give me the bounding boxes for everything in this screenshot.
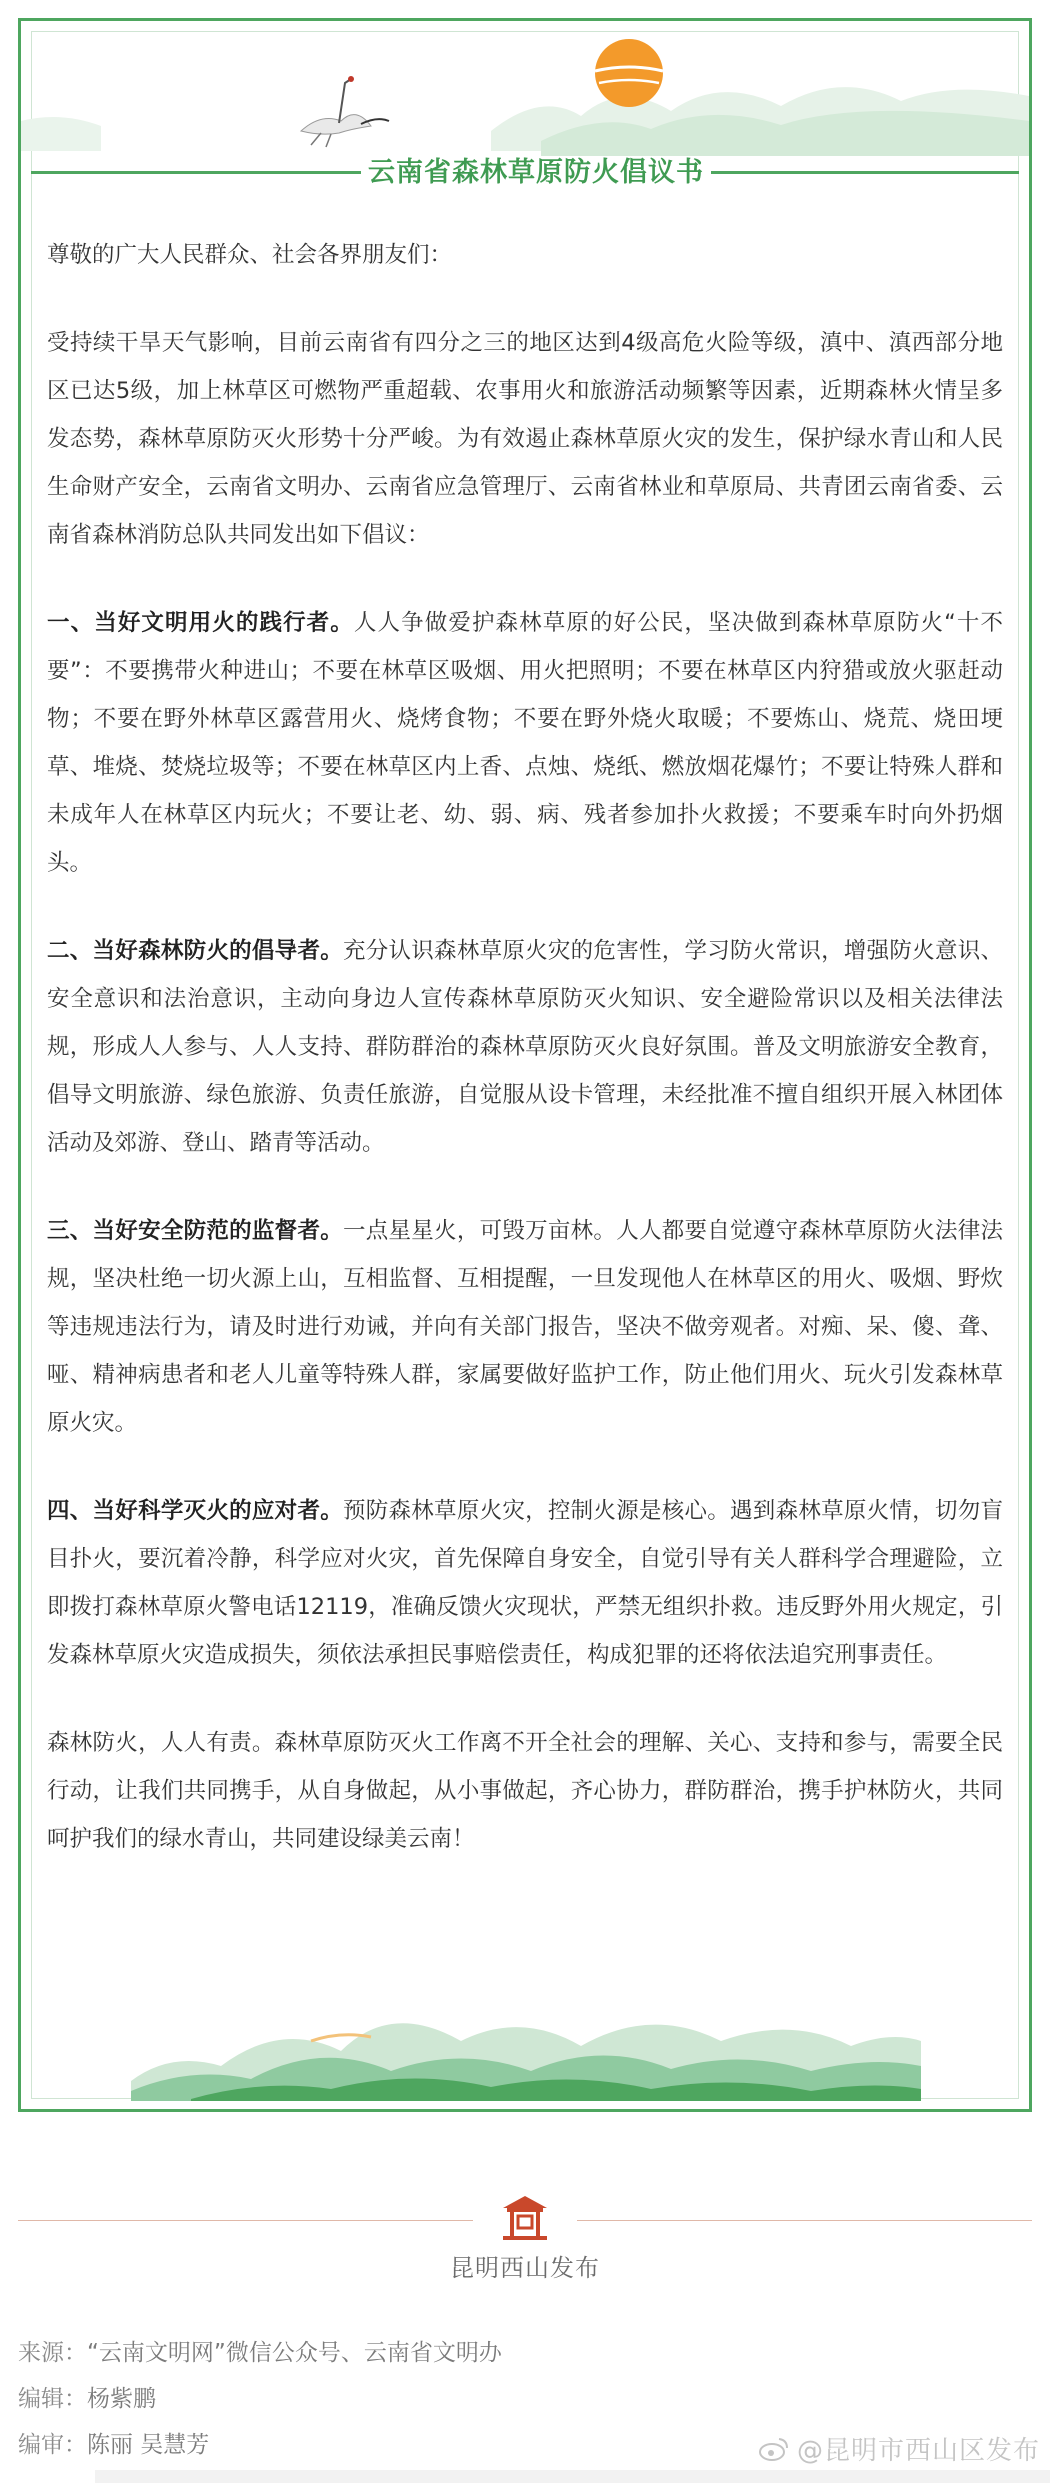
footer-divider-right <box>577 2220 1032 2221</box>
section-body: 预防森林草原火灾，控制火源是核心。遇到森林草原火情，切勿盲目扑火，要沉着冷静，科学应对火灾，首先保障自身安全，自觉引导有关人群科学合理避险，立即拨打森林草原火警电话12119，准确反馈火灾现状，严禁无组织扑救。违反野外用火规定，引发森林草原火灾造成损失，须依法承担民事赔偿责任，构成犯罪的还将依法追究刑事责任。 <box>47 1498 1003 1668</box>
proposal-frame <box>18 18 1032 2112</box>
title-rule-left <box>31 171 361 174</box>
article-body <box>47 231 1003 1903</box>
section-heading: 一、当好文明用火的践行者。 <box>47 610 354 636</box>
section-1 <box>47 599 1003 887</box>
watermark <box>759 2430 1040 2467</box>
bottom-bar <box>95 2470 1050 2483</box>
pavilion-logo-icon <box>497 2192 553 2244</box>
footer-divider-left <box>18 2220 473 2221</box>
section-heading: 二、当好森林防火的倡导者。 <box>47 938 343 964</box>
crane-icon <box>301 76 389 147</box>
section-heading: 三、当好安全防范的监督者。 <box>47 1218 343 1244</box>
credits <box>18 2330 502 2468</box>
source-value: “云南文明网”微信公众号、云南省文明办 <box>87 2340 502 2366</box>
intro-paragraph: 受持续干旱天气影响，目前云南省有四分之三的地区达到4级高危火险等级，滇中、滇西部分地区已达5级，加上林草区可燃物严重超载、农事用火和旅游活动频繁等因素，近期森林火情呈多发态势，森林草原防灭火形势十分严峻。为有效遏止森林草原火灾的发生，保护绿水青山和人民生命财产安全，云南省文明办、云南省应急管理厅、云南省林业和草原局、共青团云南省委、云南省森林消防总队共同发出如下倡议： <box>47 330 1003 548</box>
section-4 <box>47 1487 1003 1679</box>
source-label: 来源： <box>18 2340 87 2366</box>
watermark-text: @昆明市西山区发布 <box>796 2436 1040 2466</box>
title-rule-right <box>711 171 1019 174</box>
section-body: 充分认识森林草原火灾的危害性，学习防火常识，增强防火意识、安全意识和法治意识，主动向身边人宣传森林草原防灭火知识、安全避险常识以及相关法律法规，形成人人参与、人人支持、群防群治的森林草原防灭火良好氛围。普及文明旅游安全教育，倡导文明旅游、绿色旅游、负责任旅游，自觉服从设卡管理，未经批准不擅自组织开展入林团体活动及郊游、登山、踏青等活动。 <box>47 938 1003 1156</box>
source-line <box>18 2330 502 2376</box>
page-title: 云南省森林草原防火倡议书 <box>368 157 704 188</box>
reviewer-line <box>18 2422 502 2468</box>
greeting: 尊敬的广大人民群众、社会各界朋友们： <box>47 242 453 268</box>
brand-name: 昆明西山发布 <box>450 2254 600 2282</box>
mountains-icon <box>131 1971 921 2101</box>
section-body: 一点星星火，可毁万亩林。人人都要自觉遵守森林草原防火法律法规，坚决杜绝一切火源上山，互相监督、互相提醒，一旦发现他人在林草区的用火、吸烟、野炊等违规违法行为，请及时进行劝诫，并向有关部门报告，坚决不做旁观者。对痴、呆、傻、聋、哑、精神病患者和老人儿童等特殊人群，家属要做好监护工作，防止他们用火、玩火引发森林草原火灾。 <box>47 1218 1003 1436</box>
reviewer-value: 陈丽 吴慧芳 <box>87 2432 210 2458</box>
weibo-icon <box>759 2436 789 2462</box>
editor-label: 编辑： <box>18 2386 87 2412</box>
section-heading: 四、当好科学灭火的应对者。 <box>47 1498 343 1524</box>
editor-line <box>18 2376 502 2422</box>
closing-paragraph: 森林防火，人人有责。森林草原防灭火工作离不开全社会的理解、关心、支持和参与，需要全民行动，让我们共同携手，从自身做起，从小事做起，齐心协力，群防群治，携手护林防火，共同呵护我们的绿水青山，共同建设绿美云南！ <box>47 1730 1003 1852</box>
reviewer-label: 编审： <box>18 2432 87 2458</box>
editor-value: 杨紫鹏 <box>87 2386 156 2412</box>
section-body: 人人争做爱护森林草原的好公民，坚决做到森林草原防火“十不要”：不要携带火种进山；不要在林草区吸烟、用火把照明；不要在林草区内狩猎或放火驱赶动物；不要在野外林草区露营用火、烧烤食物；不要在野外烧火取暖；不要炼山、烧荒、烧田埂草、堆烧、焚烧垃圾等；不要在林草区内上香、点烛、烧纸、燃放烟花爆竹；不要让特殊人群和未成年人在林草区内玩火；不要让老、幼、弱、病、残者参加扑火救援；不要乘车时向外扔烟头。 <box>47 610 1003 876</box>
sun-icon <box>595 39 663 107</box>
section-2 <box>47 927 1003 1167</box>
section-3 <box>47 1207 1003 1447</box>
